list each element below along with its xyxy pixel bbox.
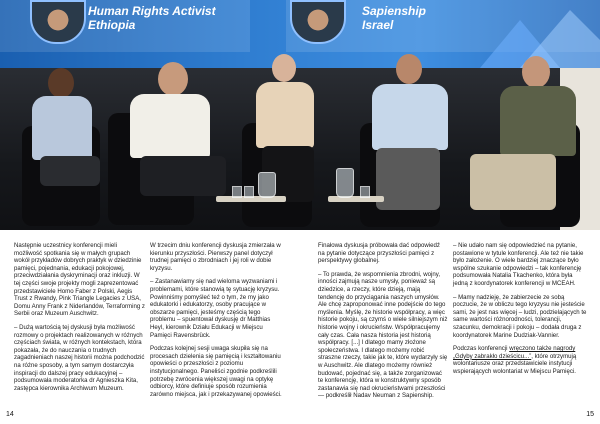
water-glass xyxy=(232,186,242,198)
paragraph: – Zastanawiamy się nad wieloma wyzwaniami i problemami, które stanowią tę sytuację kryzysu. Powinniśmy pomyśleć też o tym, że my jako edukatorki i edukatorzy, osoby pracujące w obszarze pamięci, jesteśmy częścią tego problemu – spuentował dyskusję dr Matthias Heyl, kierownik Działu Edukacji w Miejscu Pamięci Ravensbrück. xyxy=(150,278,280,339)
stage-area xyxy=(0,68,600,230)
text-column-1 xyxy=(14,242,146,398)
text-run: Podczas konferencji xyxy=(453,345,510,353)
side-table-2 xyxy=(328,196,384,202)
text-column-2 xyxy=(150,242,282,404)
banner-right-subtitle: Israel xyxy=(362,18,394,32)
paragraph: – Nie udało nam się odpowiedzieć na pytanie, postawione w tytule konferencji. Ale też nie takie było założenie. O wiele bardziej znaczące było wspólne szukanie odpowiedzi – tak konferencję podsumowała Natalia Tkachenko, która była jedną z koordynatorek konferencji w MCEAH. xyxy=(453,242,584,287)
paragraph: W trzecim dniu konferencji dyskusja zmierzała w kierunku przyszłości. Pierwszy panel dotyczył trudnej pamięci o zbrodniach i jej roli w dobie kryzysu. xyxy=(150,242,281,272)
page-number-right: 15 xyxy=(586,411,594,418)
water-glass xyxy=(360,186,370,198)
water-pitcher-1 xyxy=(258,172,276,198)
awards-link[interactable]: wręczono także nagrody „Gdyby zabrakło dzieścicu...” xyxy=(453,345,576,360)
text-column-4 xyxy=(453,242,587,382)
paragraph: – Dużą wartością tej dyskusji była możliwość rozmowy o projektach realizowanych w różnych częściach świata, w różnych kontekstach, która pokazała, że do nauczania o trudnych zagadnieniach naszej historii można podchodzić na różne sposoby, a tym samym dostarczyła inspiracji do dalszej pracy edukacyjnej – podsumowała moderatorka dr Agnieszka Kita, zastępca kierownika Archiwum Muzeum. xyxy=(14,323,145,392)
page-number-left: 14 xyxy=(6,411,14,418)
paragraph: Następnie uczestnicy konferencji mieli możliwość spotkania się w małych grupach wokół przykładów dobrych praktyk w dziedzinie pamięci, pojednania, edukacji pokojowej, przeciwdziałania dyskryminacji oraz inkluzji. W tej części swoje projekty mogli zaprezentować przedstawiciele Homo Faber z Polski, Aegis Trust z Rwandy, Pink Triangle Legacies z USA, Domu Anny Frank z Niderlandów, Terraforming z Serbii oraz Muzeum Auschwitz. xyxy=(14,242,145,318)
paragraph: – Mamy nadzieję, że zabierzecie ze sobą poczucie, że w obliczu tego kryzysu nie jesteście sami, że jest nas więcej – ludzi, podzielających te same wartości różnorodności, tolerancji, szacunku, demokracji i pokoju – dodała druga z koordynatorek Marine Dudziak-Vannier. xyxy=(453,293,587,339)
water-pitcher-2 xyxy=(336,168,354,198)
banner-left-subtitle: Ethiopia xyxy=(88,18,136,32)
paragraph: – To prawda, że wspomnienia zbrodni, wojny, inności zajmują nasze umysły, ponieważ są dziedzice, a rzeczy, które dzieją, mają tendencję do przyciągania naszych umysłów. Ale chcę zaproponować inne podejście do tego myślenia. Myślę, że historie współpracy, a więc historie pokoju, są czymś o wiele silniejszym niż historie wojny i okrucieństw. Współpracujemy cały czas. Cała nasza historia jest historią współpracy. [...] I dlatego mamy złożone społeczeństwa. I dlatego możemy robić straszne rzeczy, takie jak te, które wydarzyły się w Auschwitz. Ale dlatego możemy również budować, pojednać się, a także zorganizować te konferencję, która w konstruktywny sposób zastanawia się nad okrucieństwami przeszłości — podkreślił Nadav Neuman z Sapienship. xyxy=(318,270,448,400)
water-glass xyxy=(244,186,254,198)
banner-right-title: Sapienship xyxy=(362,4,427,18)
text-column-3 xyxy=(318,242,448,406)
paragraph xyxy=(453,345,587,375)
text-run: , które otrzymują wolontariusze oraz przedstawiciele instytucji wspierających wolontariat w Miejscu Pamięci. xyxy=(453,352,577,375)
paragraph: Podczas kolejnej sesji uwaga skupiła się na procesach dzielenia się pamięcią i kształtowaniu opowieści o przeszłości z poziomu instytucjonalnego. Paneliści zgodnie podkreślili potrzebę zwrócenia większej uwagi na optykę odbiorcy, które definiuje sposób rozumienia zarówno miejsca, jak i przekazywanej opowieści. xyxy=(150,345,282,398)
banner-left-title: Human Rights Activist xyxy=(88,4,216,18)
stage-screen xyxy=(0,0,600,68)
paragraph: Finałowa dyskusja próbowała dać odpowiedź na pytanie dotyczące przyszłości pamięci z perspektywy globalnej. xyxy=(318,242,440,265)
